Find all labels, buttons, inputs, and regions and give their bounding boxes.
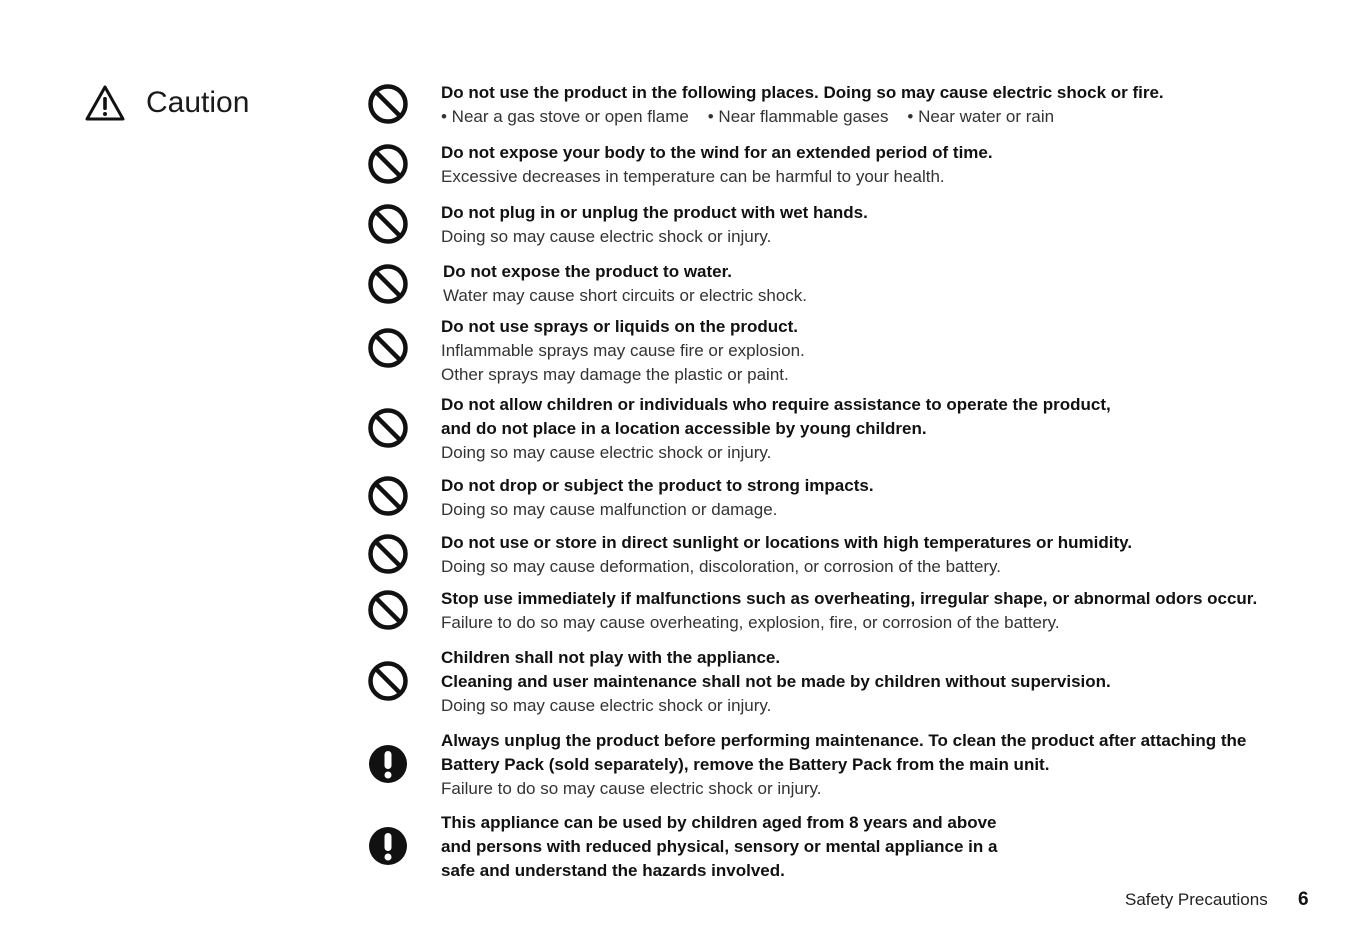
caution-heading: Do not drop or subject the product to strong impacts. — [441, 476, 874, 495]
mandatory-action-icon — [367, 743, 409, 785]
caution-detail: Failure to do so may cause overheating, explosion, fire, or corrosion of the battery. — [441, 613, 1060, 632]
caution-detail: Doing so may cause malfunction or damage. — [441, 500, 778, 519]
caution-heading: Do not allow children or individuals who require assistance to operate the product, — [441, 395, 1111, 414]
caution-heading: Do not use sprays or liquids on the product. — [441, 317, 799, 336]
caution-item — [441, 474, 874, 522]
caution-detail: Other sprays may damage the plastic or paint. — [441, 365, 789, 384]
caution-detail: Failure to do so may cause electric shock or injury. — [441, 779, 822, 798]
warning-triangle-icon — [84, 84, 126, 122]
caution-heading: Do not use the product in the following places. Doing so may cause electric shock or fire. — [441, 83, 1164, 102]
footer-section-label: Safety Precautions — [1125, 890, 1268, 909]
caution-item — [441, 531, 1132, 579]
caution-detail: Doing so may cause deformation, discoloration, or corrosion of the battery. — [441, 557, 1002, 576]
caution-heading: Stop use immediately if malfunctions such as overheating, irregular shape, or abnormal odors occur. — [441, 589, 1258, 608]
caution-item — [441, 141, 993, 189]
caution-item — [443, 260, 807, 308]
caution-detail: Inflammable sprays may cause fire or explosion. — [441, 341, 805, 360]
caution-title: Caution — [146, 86, 250, 119]
caution-heading: safe and understand the hazards involved. — [441, 861, 785, 880]
page-number: 6 — [1298, 889, 1309, 910]
prohibited-icon — [367, 589, 409, 631]
prohibited-icon — [367, 327, 409, 369]
caution-heading: This appliance can be used by children aged from 8 years and above — [441, 813, 997, 832]
caution-heading: Do not expose your body to the wind for an extended period of time. — [441, 143, 993, 162]
caution-detail: Doing so may cause electric shock or injury. — [441, 443, 772, 462]
prohibited-icon — [367, 203, 409, 245]
caution-detail: Water may cause short circuits or electric shock. — [443, 286, 808, 305]
prohibited-icon — [367, 83, 409, 125]
caution-detail: Doing so may cause electric shock or injury. — [441, 696, 772, 715]
caution-heading: Children shall not play with the appliance. — [441, 648, 781, 667]
caution-heading: Do not use or store in direct sunlight or locations with high temperatures or humidity. — [441, 533, 1133, 552]
caution-heading: Battery Pack (sold separately), remove the Battery Pack from the main unit. — [441, 755, 1050, 774]
caution-item — [441, 201, 868, 249]
caution-heading: Always unplug the product before performing maintenance. To clean the product after attaching the — [441, 731, 1247, 750]
caution-heading: and persons with reduced physical, sensory or mental appliance in a — [441, 837, 998, 856]
caution-heading: Do not expose the product to water. — [443, 262, 733, 281]
prohibited-icon — [367, 143, 409, 185]
caution-detail: • Near a gas stove or open flame • Near flammable gases • Near water or rain — [441, 107, 1055, 126]
caution-item — [441, 393, 1111, 465]
prohibited-icon — [367, 475, 409, 517]
caution-item — [441, 729, 1246, 801]
prohibited-icon — [367, 660, 409, 702]
caution-detail: Excessive decreases in temperature can be harmful to your health. — [441, 167, 945, 186]
caution-header — [84, 84, 249, 122]
caution-item — [441, 646, 1111, 718]
prohibited-icon — [367, 533, 409, 575]
mandatory-action-icon — [367, 825, 409, 867]
caution-heading: Do not plug in or unplug the product with wet hands. — [441, 203, 868, 222]
prohibited-icon — [367, 407, 409, 449]
prohibited-icon — [367, 263, 409, 305]
caution-item — [441, 81, 1164, 129]
caution-item — [441, 315, 805, 387]
caution-detail: Doing so may cause electric shock or injury. — [441, 227, 772, 246]
caution-heading: and do not place in a location accessible by young children. — [441, 419, 927, 438]
caution-item — [441, 587, 1257, 635]
caution-item — [441, 811, 997, 883]
caution-heading: Cleaning and user maintenance shall not be made by children without supervision. — [441, 672, 1111, 691]
